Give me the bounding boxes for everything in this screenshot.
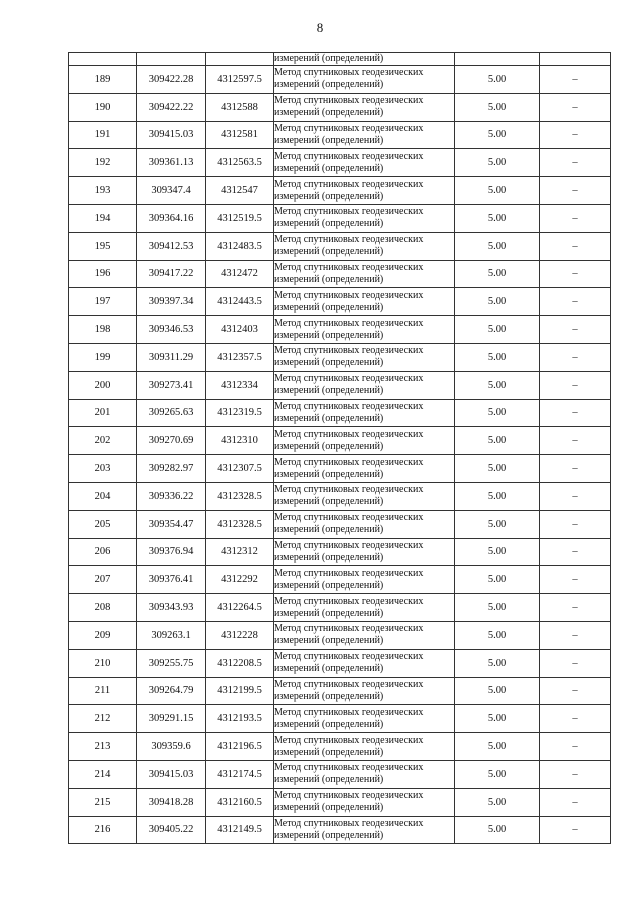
cell-number: 207 xyxy=(69,566,137,594)
cell-x: 309263.1 xyxy=(137,621,206,649)
method-line-1: Метод спутниковых геодезических xyxy=(274,623,424,635)
table-row xyxy=(69,177,611,205)
method-line-2: измерений (определений) xyxy=(274,385,384,397)
method-line-2: измерений (определений) xyxy=(274,134,384,146)
cell-accuracy: 5.00 xyxy=(455,177,540,205)
cell-x: 309415.03 xyxy=(137,760,206,788)
table-row xyxy=(69,121,611,149)
cell-y: 4312483.5 xyxy=(206,232,274,260)
cell-number: 198 xyxy=(69,316,137,344)
cell-number: 206 xyxy=(69,538,137,566)
cell-accuracy: 5.00 xyxy=(455,455,540,483)
cell-dash: – xyxy=(540,371,611,399)
cell-y: 4312403 xyxy=(206,316,274,344)
cell-dash: – xyxy=(540,260,611,288)
cell-dash: – xyxy=(540,816,611,844)
table-row xyxy=(69,343,611,371)
method-line-1: Метод спутниковых геодезических xyxy=(274,400,424,412)
cell-method xyxy=(274,204,455,232)
cell-dash: – xyxy=(540,538,611,566)
cell-accuracy: 5.00 xyxy=(455,816,540,844)
cell-y: 4312312 xyxy=(206,538,274,566)
table-row xyxy=(69,510,611,538)
method-line-1: Метод спутниковых геодезических xyxy=(274,122,424,134)
method-line-2: измерений (определений) xyxy=(274,607,384,619)
cell-x: 309422.28 xyxy=(137,66,206,94)
cell-y: 4312292 xyxy=(206,566,274,594)
cell-x: 309359.6 xyxy=(137,733,206,761)
cell-method xyxy=(274,177,455,205)
cell-method xyxy=(274,149,455,177)
cell-dash: – xyxy=(540,733,611,761)
cell-accuracy: 5.00 xyxy=(455,566,540,594)
cell-number: 204 xyxy=(69,482,137,510)
method-line-1: Метод спутниковых геодезических xyxy=(274,289,424,301)
cell-x: 309270.69 xyxy=(137,427,206,455)
cell-dash: – xyxy=(540,510,611,538)
cell-number: 196 xyxy=(69,260,137,288)
cell-dash: – xyxy=(540,621,611,649)
cell-x: 309255.75 xyxy=(137,649,206,677)
cell-method xyxy=(274,316,455,344)
cell-dash: – xyxy=(540,288,611,316)
cell-accuracy: 5.00 xyxy=(455,66,540,94)
table-row-continued xyxy=(69,53,611,66)
method-line-1: Метод спутниковых геодезических xyxy=(274,706,424,718)
cell-y: 4312228 xyxy=(206,621,274,649)
cell-y: 4312307.5 xyxy=(206,455,274,483)
method-line-1: Метод спутниковых геодезических xyxy=(274,456,424,468)
cell-number: 211 xyxy=(69,677,137,705)
cell-accuracy: 5.00 xyxy=(455,427,540,455)
cell-x: 309291.15 xyxy=(137,705,206,733)
cell-x xyxy=(137,53,206,66)
method-line-1: Метод спутниковых геодезических xyxy=(274,317,424,329)
cell-y: 4312264.5 xyxy=(206,594,274,622)
cell-dash: – xyxy=(540,677,611,705)
table-row xyxy=(69,371,611,399)
cell-y: 4312597.5 xyxy=(206,66,274,94)
method-line-2: измерений (определений) xyxy=(274,162,384,174)
cell-number: 205 xyxy=(69,510,137,538)
table-row xyxy=(69,93,611,121)
cell-y: 4312357.5 xyxy=(206,343,274,371)
method-line-1: Метод спутниковых геодезических xyxy=(274,428,424,440)
cell-dash: – xyxy=(540,66,611,94)
cell-x: 309412.53 xyxy=(137,232,206,260)
method-line-2: измерений (определений) xyxy=(274,663,384,675)
cell-number: 200 xyxy=(69,371,137,399)
cell-dash: – xyxy=(540,121,611,149)
cell-dash: – xyxy=(540,788,611,816)
method-line-1: Метод спутниковых геодезических xyxy=(274,567,424,579)
method-line-1: Метод спутниковых геодезических xyxy=(274,595,424,607)
cell-accuracy: 5.00 xyxy=(455,594,540,622)
cell-y: 4312310 xyxy=(206,427,274,455)
cell-number: 197 xyxy=(69,288,137,316)
cell-x: 309347.4 xyxy=(137,177,206,205)
table-row xyxy=(69,733,611,761)
cell-method xyxy=(274,343,455,371)
table-row xyxy=(69,677,611,705)
table-row xyxy=(69,204,611,232)
cell-dash: – xyxy=(540,427,611,455)
cell-y: 4312443.5 xyxy=(206,288,274,316)
cell-method xyxy=(274,371,455,399)
cell-accuracy: 5.00 xyxy=(455,677,540,705)
cell-number: 194 xyxy=(69,204,137,232)
cell-method xyxy=(274,816,455,844)
cell-method xyxy=(274,566,455,594)
cell-number: 214 xyxy=(69,760,137,788)
method-line-2: измерений (определений) xyxy=(274,218,384,230)
method-line-1: Метод спутниковых геодезических xyxy=(274,206,424,218)
table-row xyxy=(69,482,611,510)
cell-method xyxy=(274,621,455,649)
cell-dash: – xyxy=(540,482,611,510)
method-line-2: измерений (определений) xyxy=(274,468,384,480)
table-row xyxy=(69,427,611,455)
table-row xyxy=(69,760,611,788)
cell-y: 4312472 xyxy=(206,260,274,288)
cell-x: 309418.28 xyxy=(137,788,206,816)
cell-accuracy: 5.00 xyxy=(455,399,540,427)
table-row xyxy=(69,538,611,566)
method-line-2: измерений (определений) xyxy=(274,107,384,119)
cell-x: 309343.93 xyxy=(137,594,206,622)
cell-accuracy: 5.00 xyxy=(455,621,540,649)
cell-x: 309265.63 xyxy=(137,399,206,427)
cell-dash: – xyxy=(540,177,611,205)
cell-x: 309361.13 xyxy=(137,149,206,177)
table-row xyxy=(69,566,611,594)
cell-method xyxy=(274,288,455,316)
cell-x: 309417.22 xyxy=(137,260,206,288)
cell-accuracy: 5.00 xyxy=(455,649,540,677)
cell-method xyxy=(274,399,455,427)
cell-y: 4312199.5 xyxy=(206,677,274,705)
cell-y: 4312581 xyxy=(206,121,274,149)
cell-y: 4312563.5 xyxy=(206,149,274,177)
cell-number: 208 xyxy=(69,594,137,622)
method-line-1: Метод спутниковых геодезических xyxy=(274,734,424,746)
table-row xyxy=(69,399,611,427)
cell-accuracy: 5.00 xyxy=(455,260,540,288)
cell-method xyxy=(274,260,455,288)
cell-accuracy: 5.00 xyxy=(455,760,540,788)
cell-accuracy: 5.00 xyxy=(455,149,540,177)
cell-method xyxy=(274,760,455,788)
method-line-2: измерений (определений) xyxy=(274,802,384,814)
cell-dash: – xyxy=(540,93,611,121)
cell-accuracy: 5.00 xyxy=(455,288,540,316)
coordinates-table xyxy=(68,52,611,844)
cell-method xyxy=(274,66,455,94)
cell-method xyxy=(274,455,455,483)
cell-x: 309346.53 xyxy=(137,316,206,344)
cell-x: 309415.03 xyxy=(137,121,206,149)
table-row xyxy=(69,649,611,677)
method-line-1: Метод спутниковых геодезических xyxy=(274,150,424,162)
method-line-1: Метод спутниковых геодезических xyxy=(274,678,424,690)
table-row xyxy=(69,594,611,622)
cell-method xyxy=(274,788,455,816)
method-line-2: измерений (определений) xyxy=(274,301,384,313)
cell-dash: – xyxy=(540,455,611,483)
cell-accuracy: 5.00 xyxy=(455,343,540,371)
cell-dash: – xyxy=(540,343,611,371)
method-line-2: измерений (определений) xyxy=(274,551,384,563)
cell-y: 4312174.5 xyxy=(206,760,274,788)
method-line-1: Метод спутниковых геодезических xyxy=(274,817,424,829)
cell-number: 215 xyxy=(69,788,137,816)
method-line-2: измерений (определений) xyxy=(274,774,384,786)
method-line-2: измерений (определений) xyxy=(274,524,384,536)
method-line-2: измерений (определений) xyxy=(274,496,384,508)
cell-number xyxy=(69,53,137,66)
cell-x: 309364.16 xyxy=(137,204,206,232)
table-row xyxy=(69,288,611,316)
cell-x: 309376.41 xyxy=(137,566,206,594)
cell-y: 4312328.5 xyxy=(206,510,274,538)
cell-number: 209 xyxy=(69,621,137,649)
cell-number: 213 xyxy=(69,733,137,761)
cell-accuracy: 5.00 xyxy=(455,705,540,733)
cell-y: 4312196.5 xyxy=(206,733,274,761)
method-line-1: Метод спутниковых геодезических xyxy=(274,539,424,551)
cell-y: 4312319.5 xyxy=(206,399,274,427)
method-line-2: измерений (определений) xyxy=(274,718,384,730)
method-line-1: Метод спутниковых геодезических xyxy=(274,67,424,79)
cell-number: 189 xyxy=(69,66,137,94)
cell-method xyxy=(274,427,455,455)
cell-accuracy: 5.00 xyxy=(455,733,540,761)
method-line-2: измерений (определений) xyxy=(274,329,384,341)
cell-method xyxy=(274,594,455,622)
cell-number: 212 xyxy=(69,705,137,733)
cell-number: 199 xyxy=(69,343,137,371)
cell-x: 309422.22 xyxy=(137,93,206,121)
cell-method-tail: измерений (определений) xyxy=(274,53,455,66)
cell-accuracy: 5.00 xyxy=(455,510,540,538)
method-line-1: Метод спутниковых геодезических xyxy=(274,95,424,107)
cell-accuracy: 5.00 xyxy=(455,788,540,816)
cell-y: 4312208.5 xyxy=(206,649,274,677)
method-line-2: измерений (определений) xyxy=(274,746,384,758)
cell-x: 309273.41 xyxy=(137,371,206,399)
cell-y xyxy=(206,53,274,66)
cell-dash: – xyxy=(540,204,611,232)
method-line-2: измерений (определений) xyxy=(274,79,384,91)
cell-extra xyxy=(540,53,611,66)
cell-dash: – xyxy=(540,566,611,594)
method-line-2: измерений (определений) xyxy=(274,579,384,591)
page-number: 8 xyxy=(316,20,324,35)
cell-number: 193 xyxy=(69,177,137,205)
cell-dash: – xyxy=(540,705,611,733)
table-row xyxy=(69,149,611,177)
cell-accuracy: 5.00 xyxy=(455,482,540,510)
method-line-1: Метод спутниковых геодезических xyxy=(274,345,424,357)
cell-x: 309354.47 xyxy=(137,510,206,538)
method-line-1: Метод спутниковых геодезических xyxy=(274,762,424,774)
table-row xyxy=(69,316,611,344)
cell-number: 216 xyxy=(69,816,137,844)
cell-method xyxy=(274,510,455,538)
cell-accuracy: 5.00 xyxy=(455,232,540,260)
cell-accuracy: 5.00 xyxy=(455,121,540,149)
cell-method xyxy=(274,121,455,149)
table-row xyxy=(69,705,611,733)
cell-accuracy: 5.00 xyxy=(455,538,540,566)
cell-x: 309311.29 xyxy=(137,343,206,371)
method-line-1: Метод спутниковых геодезических xyxy=(274,261,424,273)
cell-accuracy: 5.00 xyxy=(455,93,540,121)
cell-number: 202 xyxy=(69,427,137,455)
method-line-2: измерений (определений) xyxy=(274,357,384,369)
cell-x: 309376.94 xyxy=(137,538,206,566)
cell-accuracy: 5.00 xyxy=(455,371,540,399)
method-line-2: измерений (определений) xyxy=(274,190,384,202)
cell-y: 4312328.5 xyxy=(206,482,274,510)
method-line-1: Метод спутниковых геодезических xyxy=(274,790,424,802)
cell-number: 192 xyxy=(69,149,137,177)
cell-number: 201 xyxy=(69,399,137,427)
method-line-2: измерений (определений) xyxy=(274,635,384,647)
method-line-2: измерений (определений) xyxy=(274,829,384,841)
method-line-1: Метод спутниковых геодезических xyxy=(274,178,424,190)
cell-dash: – xyxy=(540,232,611,260)
table-row xyxy=(69,260,611,288)
method-line-1: Метод спутниковых геодезических xyxy=(274,234,424,246)
cell-number: 210 xyxy=(69,649,137,677)
cell-method xyxy=(274,705,455,733)
cell-y: 4312588 xyxy=(206,93,274,121)
cell-x: 309264.79 xyxy=(137,677,206,705)
cell-accuracy: 5.00 xyxy=(455,316,540,344)
cell-method xyxy=(274,232,455,260)
cell-method xyxy=(274,538,455,566)
cell-method xyxy=(274,677,455,705)
method-line-2: измерений (определений) xyxy=(274,690,384,702)
table-row xyxy=(69,232,611,260)
cell-y: 4312547 xyxy=(206,177,274,205)
cell-dash: – xyxy=(540,594,611,622)
table-row xyxy=(69,788,611,816)
cell-x: 309336.22 xyxy=(137,482,206,510)
cell-number: 195 xyxy=(69,232,137,260)
cell-accuracy xyxy=(455,53,540,66)
method-line-2: измерений (определений) xyxy=(274,440,384,452)
table-row xyxy=(69,816,611,844)
method-line-2: измерений (определений) xyxy=(274,273,384,285)
table-row xyxy=(69,455,611,483)
cell-y: 4312193.5 xyxy=(206,705,274,733)
cell-method xyxy=(274,649,455,677)
cell-number: 203 xyxy=(69,455,137,483)
method-line-2: измерений (определений) xyxy=(274,412,384,424)
cell-method xyxy=(274,93,455,121)
cell-x: 309282.97 xyxy=(137,455,206,483)
cell-accuracy: 5.00 xyxy=(455,204,540,232)
cell-y: 4312149.5 xyxy=(206,816,274,844)
method-line-1: Метод спутниковых геодезических xyxy=(274,484,424,496)
cell-y: 4312334 xyxy=(206,371,274,399)
cell-method xyxy=(274,482,455,510)
cell-y: 4312519.5 xyxy=(206,204,274,232)
cell-x: 309397.34 xyxy=(137,288,206,316)
cell-number: 190 xyxy=(69,93,137,121)
cell-dash: – xyxy=(540,760,611,788)
method-line-2: измерений (определений) xyxy=(274,246,384,258)
cell-y: 4312160.5 xyxy=(206,788,274,816)
cell-dash: – xyxy=(540,316,611,344)
cell-x: 309405.22 xyxy=(137,816,206,844)
method-line-1: Метод спутниковых геодезических xyxy=(274,512,424,524)
table-row xyxy=(69,66,611,94)
cell-dash: – xyxy=(540,649,611,677)
method-line-1: Метод спутниковых геодезических xyxy=(274,373,424,385)
table-row xyxy=(69,621,611,649)
cell-dash: – xyxy=(540,149,611,177)
cell-number: 191 xyxy=(69,121,137,149)
method-line-1: Метод спутниковых геодезических xyxy=(274,651,424,663)
cell-method xyxy=(274,733,455,761)
cell-dash: – xyxy=(540,399,611,427)
